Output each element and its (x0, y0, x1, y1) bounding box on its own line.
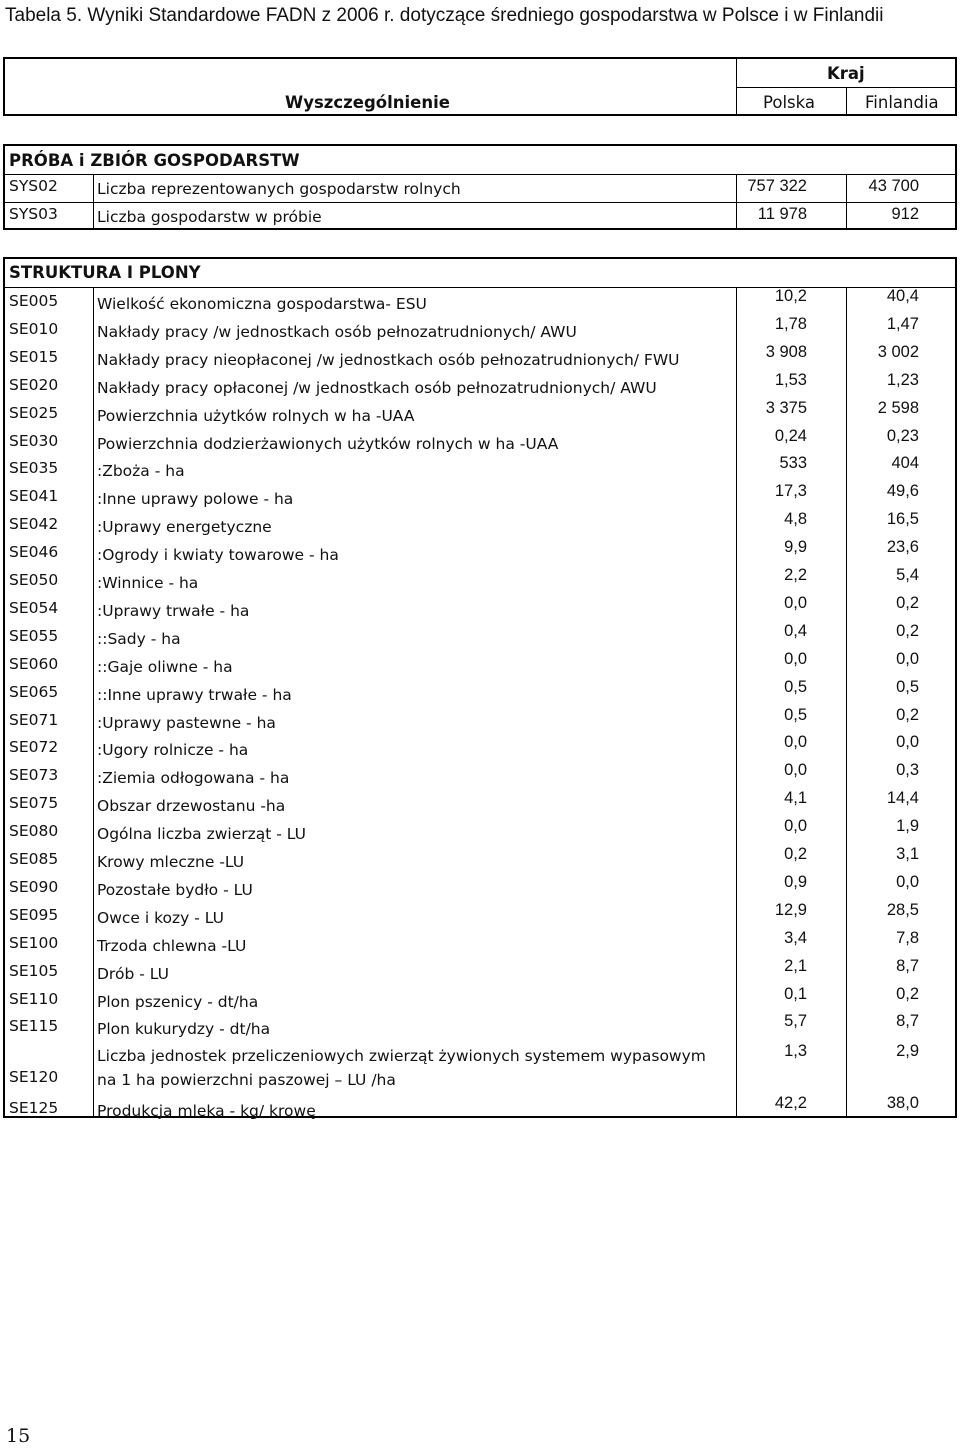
value-polska: 9,9 (784, 538, 807, 557)
value-polska: 0,0 (784, 817, 807, 836)
column-group-kraj: Kraj (827, 64, 865, 83)
section-title: PRÓBA i ZBIÓR GOSPODARSTW (9, 151, 300, 170)
value-finlandia: 0,3 (896, 761, 919, 780)
value-finlandia: 1,9 (896, 817, 919, 836)
row-label: :Ziemia odłogowana - ha (97, 769, 290, 788)
row-code: SE025 (9, 403, 59, 422)
row-code: SE020 (9, 375, 59, 394)
value-polska: 0,5 (784, 705, 807, 724)
row-code: SYS03 (9, 205, 58, 223)
row-label: Produkcja mleka - kg/ krowę (97, 1102, 316, 1121)
value-finlandia: 0,0 (896, 733, 919, 752)
value-polska: 0,0 (784, 761, 807, 780)
row-label: ::Sady - ha (97, 629, 181, 648)
value-polska: 3 375 (765, 398, 807, 417)
row-label: Trzoda chlewna -LU (97, 936, 247, 955)
value-finlandia: 0,0 (896, 872, 919, 891)
value-finlandia: 0,2 (896, 705, 919, 724)
row-code: SE030 (9, 431, 59, 450)
value-polska: 0,1 (784, 984, 807, 1003)
value-finlandia: 28,5 (886, 900, 919, 919)
value-polska: 0,2 (784, 845, 807, 863)
value-finlandia: 49,6 (886, 482, 919, 501)
row-code: SE100 (9, 933, 59, 952)
value-finlandia: 43 700 (868, 177, 919, 195)
row-label: Nakłady pracy nieopłaconej /w jednostkach osób pełnozatrudnionych/ FWU (97, 350, 680, 369)
row-label: :Uprawy trwałe - ha (97, 601, 250, 620)
row-code: SE120 (9, 1068, 59, 1087)
value-polska: 0,24 (774, 426, 807, 445)
row-code: SE073 (9, 766, 59, 785)
row-code: SE050 (9, 571, 59, 589)
row-label: :Inne uprawy polowe - ha (97, 490, 294, 509)
row-label: Nakłady pracy /w jednostkach osób pełnozatrudnionych/ AWU (97, 322, 577, 341)
row-code: SE010 (9, 319, 59, 338)
row-label: Obszar drzewostanu -ha (97, 797, 286, 816)
row-label: Pozostałe bydło - LU (97, 880, 253, 899)
value-finlandia: 0,0 (896, 649, 919, 668)
row-code: SE035 (9, 459, 59, 478)
row-label: Wielkość ekonomiczna gospodarstwa- ESU (97, 295, 427, 313)
value-polska: 757 322 (747, 177, 807, 195)
row-label: Plon pszenicy - dt/ha (97, 992, 259, 1011)
value-finlandia: 0,23 (886, 426, 919, 445)
value-finlandia: 14,4 (886, 789, 919, 808)
row-code: SE095 (9, 905, 59, 924)
row-code: SE075 (9, 794, 59, 813)
value-finlandia: 1,23 (886, 370, 919, 389)
row-code: SE080 (9, 822, 59, 841)
section-title: STRUKTURA I PLONY (9, 263, 201, 282)
page-number: 15 (6, 1425, 31, 1447)
row-code: SE072 (9, 738, 59, 757)
value-polska: 2,2 (784, 566, 807, 584)
row-code: SE041 (9, 487, 59, 506)
row-label: Nakłady pracy opłaconej /w jednostkach osób pełnozatrudnionych/ AWU (97, 378, 657, 397)
row-code: SE085 (9, 850, 59, 868)
row-code: SE055 (9, 626, 59, 645)
value-polska: 1,53 (774, 370, 807, 389)
row-label: Liczba gospodarstw w próbie (97, 208, 322, 226)
column-header-polska: Polska (763, 93, 816, 112)
value-finlandia: 7,8 (896, 928, 919, 947)
value-polska: 11 978 (757, 205, 807, 223)
row-label: Krowy mleczne -LU (97, 853, 245, 871)
row-label: Ogólna liczba zwierząt - LU (97, 825, 307, 844)
value-finlandia: 404 (891, 454, 919, 473)
value-finlandia: 0,2 (896, 593, 919, 612)
value-polska: 2,1 (784, 956, 807, 975)
column-header-finlandia: Finlandia (865, 93, 939, 112)
value-finlandia: 8,7 (896, 1012, 919, 1031)
value-polska: 533 (779, 454, 807, 473)
value-polska: 4,1 (784, 789, 807, 808)
row-label: Plon kukurydzy - dt/ha (97, 1020, 271, 1039)
value-finlandia: 40,4 (886, 287, 919, 305)
row-code: SE065 (9, 682, 59, 701)
row-code: SE071 (9, 710, 59, 729)
section-struktura (3, 257, 957, 1121)
value-polska: 0,0 (784, 733, 807, 752)
column-header-wyszczegolnienie: Wyszczególnienie (285, 93, 450, 112)
value-finlandia: 23,6 (886, 538, 919, 557)
value-polska: 12,9 (774, 900, 807, 919)
value-polska: 42,2 (774, 1094, 807, 1113)
row-code: SE005 (9, 292, 59, 310)
row-label: :Zboża - ha (97, 462, 185, 481)
value-finlandia: 16,5 (886, 510, 919, 529)
row-code: SE105 (9, 961, 59, 980)
row-code: SE060 (9, 654, 59, 673)
row-code: SE115 (9, 1017, 59, 1036)
row-label: ::Gaje oliwne - ha (97, 657, 233, 676)
value-finlandia: 0,5 (896, 677, 919, 696)
row-label: Owce i kozy - LU (97, 908, 224, 927)
value-polska: 0,9 (784, 872, 807, 891)
row-code: SE110 (9, 989, 59, 1008)
row-code: SE054 (9, 598, 59, 617)
value-finlandia: 5,4 (896, 566, 919, 584)
value-polska: 0,5 (784, 677, 807, 696)
value-polska: 10,2 (774, 287, 807, 305)
row-label-line2: na 1 ha powierzchni paszowej – LU /ha (97, 1071, 396, 1090)
value-finlandia: 38,0 (886, 1094, 919, 1113)
value-polska: 0,0 (784, 593, 807, 612)
row-label: Liczba reprezentowanych gospodarstw rolnych (97, 180, 461, 198)
value-finlandia: 1,47 (886, 314, 919, 333)
row-code: SE090 (9, 877, 59, 896)
row-label: :Uprawy pastewne - ha (97, 713, 276, 732)
row-label: Powierzchnia użytków rolnych w ha -UAA (97, 406, 415, 425)
value-finlandia: 2 598 (877, 398, 919, 417)
value-polska: 0,4 (784, 621, 807, 640)
row-code: SYS02 (9, 177, 58, 195)
value-finlandia: 3 002 (877, 342, 919, 361)
row-label: :Uprawy energetyczne (97, 518, 272, 537)
value-polska: 4,8 (784, 510, 807, 529)
value-finlandia: 2,9 (896, 1042, 919, 1061)
table-header (3, 57, 957, 116)
row-label: :Ogrody i kwiaty towarowe - ha (97, 546, 339, 565)
value-polska: 1,78 (774, 314, 807, 333)
value-finlandia: 3,1 (896, 845, 919, 863)
table-caption: Tabela 5. Wyniki Standardowe FADN z 2006 r. dotyczące średniego gospodarstwa w Polsce i w Finlandii (5, 5, 884, 26)
value-polska: 0,0 (784, 649, 807, 668)
row-code: SE015 (9, 347, 59, 366)
value-finlandia: 0,2 (896, 984, 919, 1003)
row-label: Liczba jednostek przeliczeniowych zwierząt żywionych systemem wypasowym (97, 1047, 706, 1066)
row-label: :Ugory rolnicze - ha (97, 741, 249, 760)
value-finlandia: 912 (891, 205, 919, 223)
value-polska: 17,3 (774, 482, 807, 501)
section-proba (3, 144, 957, 230)
value-polska: 1,3 (784, 1042, 807, 1061)
value-finlandia: 0,2 (896, 621, 919, 640)
value-finlandia: 8,7 (896, 956, 919, 975)
row-label: Powierzchnia dodzierżawionych użytków rolnych w ha -UAA (97, 434, 559, 453)
row-label: ::Inne uprawy trwałe - ha (97, 685, 292, 704)
row-label: :Winnice - ha (97, 574, 199, 592)
row-code: SE125 (9, 1099, 59, 1118)
row-code: SE042 (9, 515, 59, 534)
row-label: Drób - LU (97, 964, 169, 983)
row-code: SE046 (9, 543, 59, 562)
value-polska: 3 908 (765, 342, 807, 361)
value-polska: 5,7 (784, 1012, 807, 1031)
value-polska: 3,4 (784, 928, 807, 947)
